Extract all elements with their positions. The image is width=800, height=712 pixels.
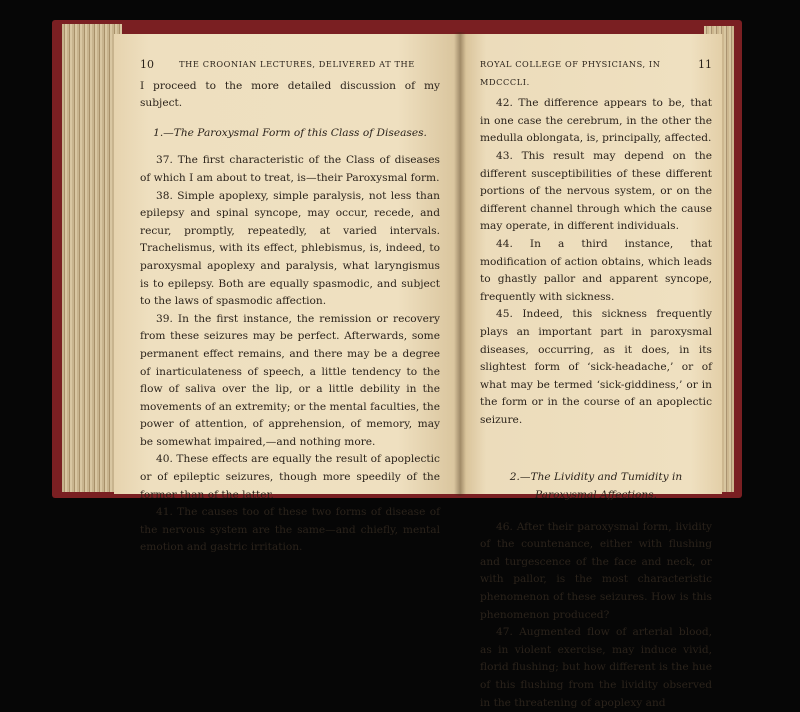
right-page <box>460 34 722 709</box>
open-book <box>52 14 742 709</box>
section-heading-1: 1.—The Paroxysmal Form of this Class of Diseases. <box>153 126 427 139</box>
left-page-number: 10 <box>140 58 154 71</box>
paragraph-44: 44. In a third instance, that modification of action obtains, which leads to ghastly pallor and apparent syncope, frequently with sickness. <box>480 237 712 303</box>
section-heading-2: 2.—The Lividity and Tumidity in Paroxysmal Affections. <box>509 471 683 502</box>
right-running-title: ROYAL COLLEGE OF PHYSICIANS, IN MDCCCLI. <box>480 59 661 87</box>
right-page-number: 11 <box>698 58 712 71</box>
paragraph-37: 37. The first characteristic of the Class of diseases of which I am about to treat, is—their Paroxysmal form. <box>140 154 440 184</box>
left-page-text <box>140 56 440 557</box>
book-gutter <box>454 32 466 496</box>
right-running-head <box>480 56 712 91</box>
paragraph-46: 46. After their paroxysmal form, lividity of the countenance, either with flushing and turgescence of the face and neck, or with pallor, is the most characteristic phenomenon of these seizures. How is this phenomenon produced? <box>480 520 712 621</box>
left-running-head <box>140 56 440 74</box>
paragraph-40: 40. These effects are equally the result of apoplectic or of epileptic seizures, though more speedily of the former than of the latter. <box>140 453 440 501</box>
left-page <box>114 34 460 554</box>
paragraph-38: 38. Simple apoplexy, simple paralysis, not less than epilepsy and spinal syncope, may occur, recede, and recur, promptly, repeatedly, at varied intervals. Trachelismus, with its effect, phlebismus, is, indeed, to paroxysmal apoplexy and paralysis, what laryngismus is to epilepsy. Both are equally spasmodic, and subject to the laws of spasmodic affection. <box>140 189 440 308</box>
paragraph-43: 43. This result may depend on the different susceptibilities of these different portions of the nervous system, or on the different channel through which the cause may operate, in different individuals. <box>480 149 712 233</box>
intro-paragraph: I proceed to the more detailed discussion of my subject. <box>140 79 440 110</box>
paragraph-47: 47. Augmented flow of arterial blood, as in violent exercise, may induce vivid, florid flushing; but how different is the hue of this flushing from the lividity observed in the threatening of apoplexy and <box>480 626 712 709</box>
paragraph-45: 45. Indeed, this sickness frequently plays an important part in paroxysmal diseases, occurring, as it does, in its slightest form of ‘sick-headache,’ or of what may be termed ‘sick-giddiness,’ or in the form or in the course of an apoplectic seizure. <box>480 308 712 426</box>
paragraph-39: 39. In the first instance, the remission or recovery from these seizures may be perfect. Afterwards, some permanent effect remains, and there may be a degree of inarticulateness of speech, a little tendency to the flow of saliva over the lip, or a little debility in the movements of an extremity; or the mental faculties, the power of attention, of apprehension, of memory, may be somewhat impaired,—and nothing more. <box>140 312 440 448</box>
paragraph-41: 41. The causes too of these two forms of disease of the nervous system are the same—and chiefly, mental emotion and gastric irritation. <box>140 506 440 554</box>
left-running-title: THE CROONIAN LECTURES, DELIVERED AT THE <box>179 59 415 69</box>
right-page-text <box>480 56 712 712</box>
paragraph-42: 42. The difference appears to be, that in one case the cerebrum, in the other the medulla oblongata, is, principally, affected. <box>480 97 712 145</box>
left-page-edges <box>62 24 122 492</box>
